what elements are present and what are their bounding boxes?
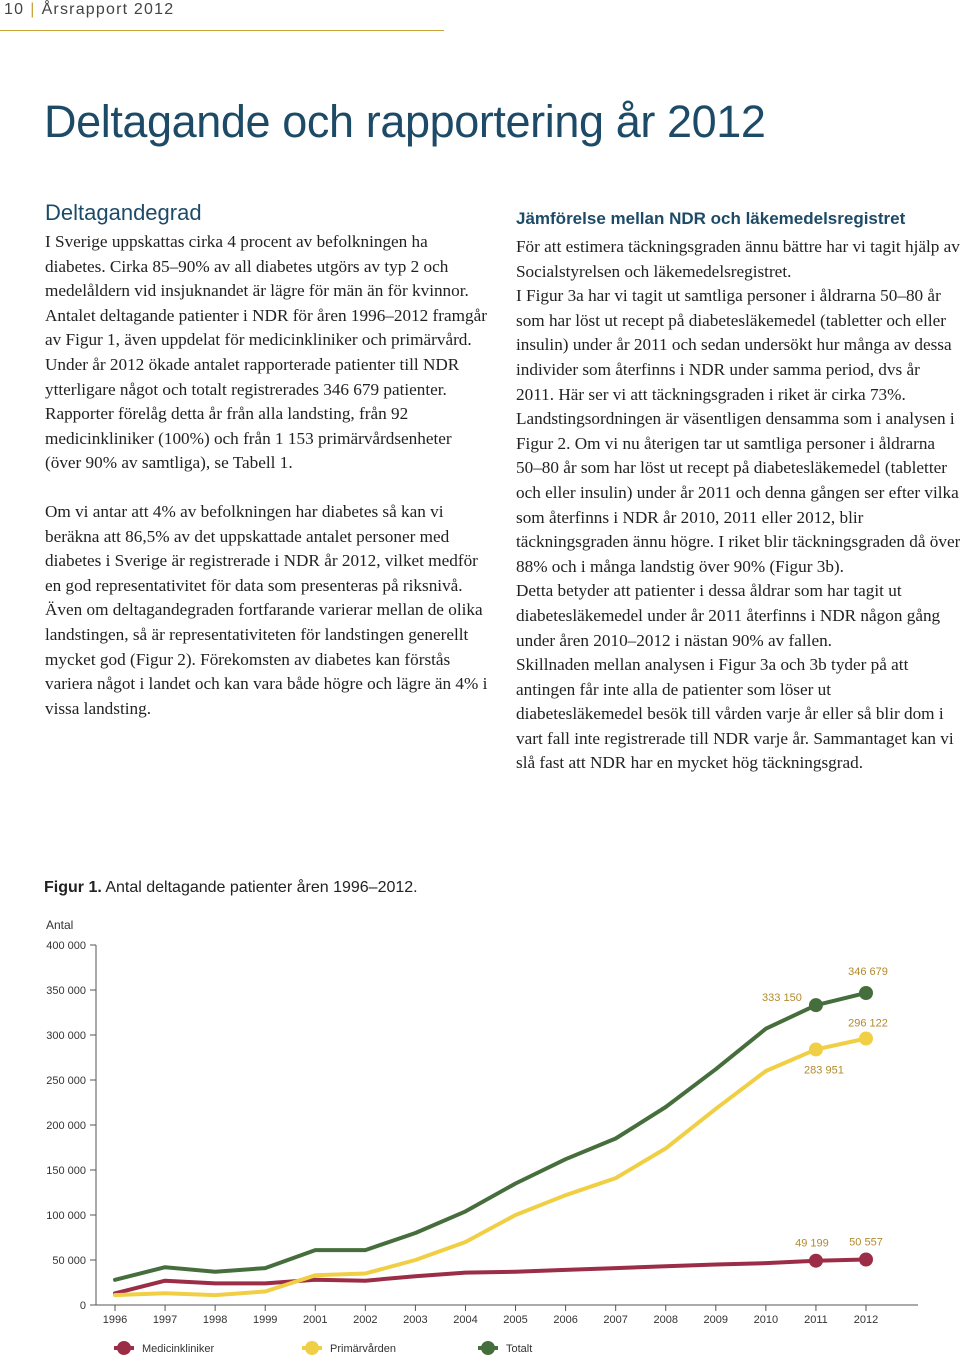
data-point-marker bbox=[809, 1042, 823, 1056]
header-rule bbox=[0, 30, 444, 31]
data-point-marker bbox=[859, 1031, 873, 1045]
legend-entry: Medicinkliniker bbox=[142, 1343, 215, 1355]
header-separator: | bbox=[30, 1, 36, 18]
series-line-primärvården bbox=[115, 1038, 866, 1295]
line-chart bbox=[0, 905, 960, 1358]
y-tick-label: 100 000 bbox=[46, 1210, 86, 1222]
legend-swatch-marker bbox=[481, 1341, 495, 1355]
y-tick-label: 200 000 bbox=[46, 1120, 86, 1132]
section-heading-jamforelse: Jämförelse mellan NDR och läkemedelsregistret bbox=[516, 209, 906, 228]
figure-caption-text: Antal deltagande patienter åren 1996–2012. bbox=[105, 879, 418, 896]
data-point-marker bbox=[809, 1254, 823, 1268]
x-tick-label: 2011 bbox=[804, 1314, 828, 1326]
x-tick-label: 2012 bbox=[853, 1314, 879, 1326]
x-tick-label: 2003 bbox=[403, 1314, 428, 1326]
y-tick-label: 50 000 bbox=[52, 1255, 86, 1267]
x-tick-label: 2002 bbox=[353, 1314, 378, 1326]
data-point-marker bbox=[809, 998, 823, 1012]
x-tick-label: 2001 bbox=[303, 1314, 328, 1326]
x-tick-label: 2006 bbox=[553, 1314, 578, 1326]
x-tick-label: 2010 bbox=[753, 1314, 779, 1326]
x-tick-label: 2004 bbox=[453, 1314, 478, 1326]
y-tick-label: 250 000 bbox=[46, 1075, 86, 1087]
page-number: 10 bbox=[4, 1, 25, 18]
x-tick-label: 2009 bbox=[703, 1314, 729, 1326]
x-tick-label: 1998 bbox=[202, 1314, 228, 1326]
x-tick-label: 1997 bbox=[152, 1314, 178, 1326]
legend-swatch-marker bbox=[117, 1341, 131, 1355]
y-tick-label: 300 000 bbox=[46, 1030, 86, 1042]
right-column bbox=[516, 207, 960, 776]
data-label: 49 199 bbox=[795, 1237, 829, 1250]
section-heading-deltagandegrad: Deltagandegrad bbox=[45, 200, 202, 225]
paragraph: I Figur 3a har vi tagit ut samtliga personer i åldrarna 50–80 år som har löst ut recept på diabetesläkemedel (tabletter och eller insulin) under år 2011 och sedan undersökt hur många av dessa individer som återfinns i NDR under samma period, dvs år 2011. Här ser vi att täckningsgraden i riket är cirka 73%. Landstingsordningen är väsentligen densamma som i analysen i Figur 2. Om vi nu återigen tar ut samtliga personer i åldrarna 50–80 år som har löst ut recept på diabetesläkemedel (tabletter och eller insulin) under år 2011 och denna gången ser efter vilka som återfinns i NDR år 2010, 2011 eller 2012, blir täckningsgraden ännu högre. I riket blir täckningsgraden då över 88% och i många landstig över 90% (Figur 3b). bbox=[516, 286, 960, 576]
paragraph: Skillnaden mellan analysen i Figur 3a och 3b tyder på att antingen får inte alla de patienter som löser ut diabetesläkemedel besök till vården varje år eller så blir dom i vart fall inte registrerade till NDR varje år. Sammantaget kan vi slå fast att NDR har en mycket hög täckningsgrad. bbox=[516, 655, 954, 773]
x-tick-label: 1999 bbox=[252, 1314, 278, 1326]
figure-caption bbox=[44, 879, 418, 897]
page-title: Deltagande och rapportering år 2012 bbox=[44, 96, 766, 147]
data-point-marker bbox=[859, 986, 873, 1000]
data-label: 296 122 bbox=[848, 1017, 888, 1030]
data-label: 50 557 bbox=[849, 1236, 883, 1249]
y-tick-label: 400 000 bbox=[46, 940, 86, 952]
series-line-medicinkliniker bbox=[115, 1259, 866, 1293]
publication-title: Årsrapport 2012 bbox=[41, 1, 175, 18]
data-label: 333 150 bbox=[762, 992, 802, 1005]
x-tick-label: 2007 bbox=[603, 1314, 628, 1326]
y-axis-label: Antal bbox=[46, 918, 74, 932]
data-label: 346 679 bbox=[848, 965, 888, 978]
data-label: 283 951 bbox=[804, 1064, 844, 1077]
x-tick-label: 2008 bbox=[653, 1314, 678, 1326]
legend-entry: Primärvården bbox=[330, 1343, 397, 1355]
paragraph: I Sverige uppskattas cirka 4 procent av befolkningen ha diabetes. Cirka 85–90% av all diabetes utgörs av typ 2 och medelåldern vid insjuknandet är lägre för män än för kvinnor. Antalet deltagande patienter i NDR för åren 1996–2012 framgår av Figur 1, även uppdelat för medicinkliniker och primärvård. Under år 2012 ökade antalet rapporterade patienter till NDR ytterligare något och totalt registrerades 346 679 patienter. Rapporter förelåg detta år från alla landsting, från 92 medicinkliniker (100%) och från 1 153 primärvårdsenheter (över 90% av samtliga), se Tabell 1. bbox=[45, 232, 487, 473]
left-column bbox=[45, 200, 490, 721]
y-tick-label: 150 000 bbox=[46, 1165, 86, 1177]
legend-swatch-marker bbox=[305, 1341, 319, 1355]
running-head bbox=[4, 1, 174, 19]
paragraph: För att estimera täckningsgraden ännu bättre har vi tagit hjälp av Socialstyrelsen och läkemedelsregistret. bbox=[516, 237, 960, 281]
paragraph: Om vi antar att 4% av befolkningen har diabetes så kan vi beräkna att 86,5% av det uppskattade antalet personer med diabetes i Sverige är registrerade i NDR år 2012, vilket medför en god representativitet för data som presenteras på riksnivå. Även om deltagandegraden fortfarande varierar mellan de olika landstingen, så är representativiteten för landstingen generellt mycket god (Figur 2). Förekomsten av diabetes kan förstås variera något i landet och kan vara både högre och lägre än 4% i vissa landsting. bbox=[45, 501, 488, 718]
paragraph: Detta betyder att patienter i dessa åldrar som har tagit ut diabetesläkemedel under år 2011 återfinns i NDR någon gång under åren 2010–2012 i nästan 90% av fallen. bbox=[516, 581, 941, 650]
data-point-marker bbox=[859, 1252, 873, 1266]
y-tick-label: 0 bbox=[79, 1300, 86, 1312]
y-tick-label: 350 000 bbox=[46, 985, 86, 997]
series-line-totalt bbox=[115, 993, 866, 1280]
figure-label: Figur 1. bbox=[44, 879, 102, 896]
x-tick-label: 2005 bbox=[503, 1314, 528, 1326]
x-tick-label: 1996 bbox=[102, 1314, 128, 1326]
legend-entry: Totalt bbox=[506, 1343, 533, 1355]
